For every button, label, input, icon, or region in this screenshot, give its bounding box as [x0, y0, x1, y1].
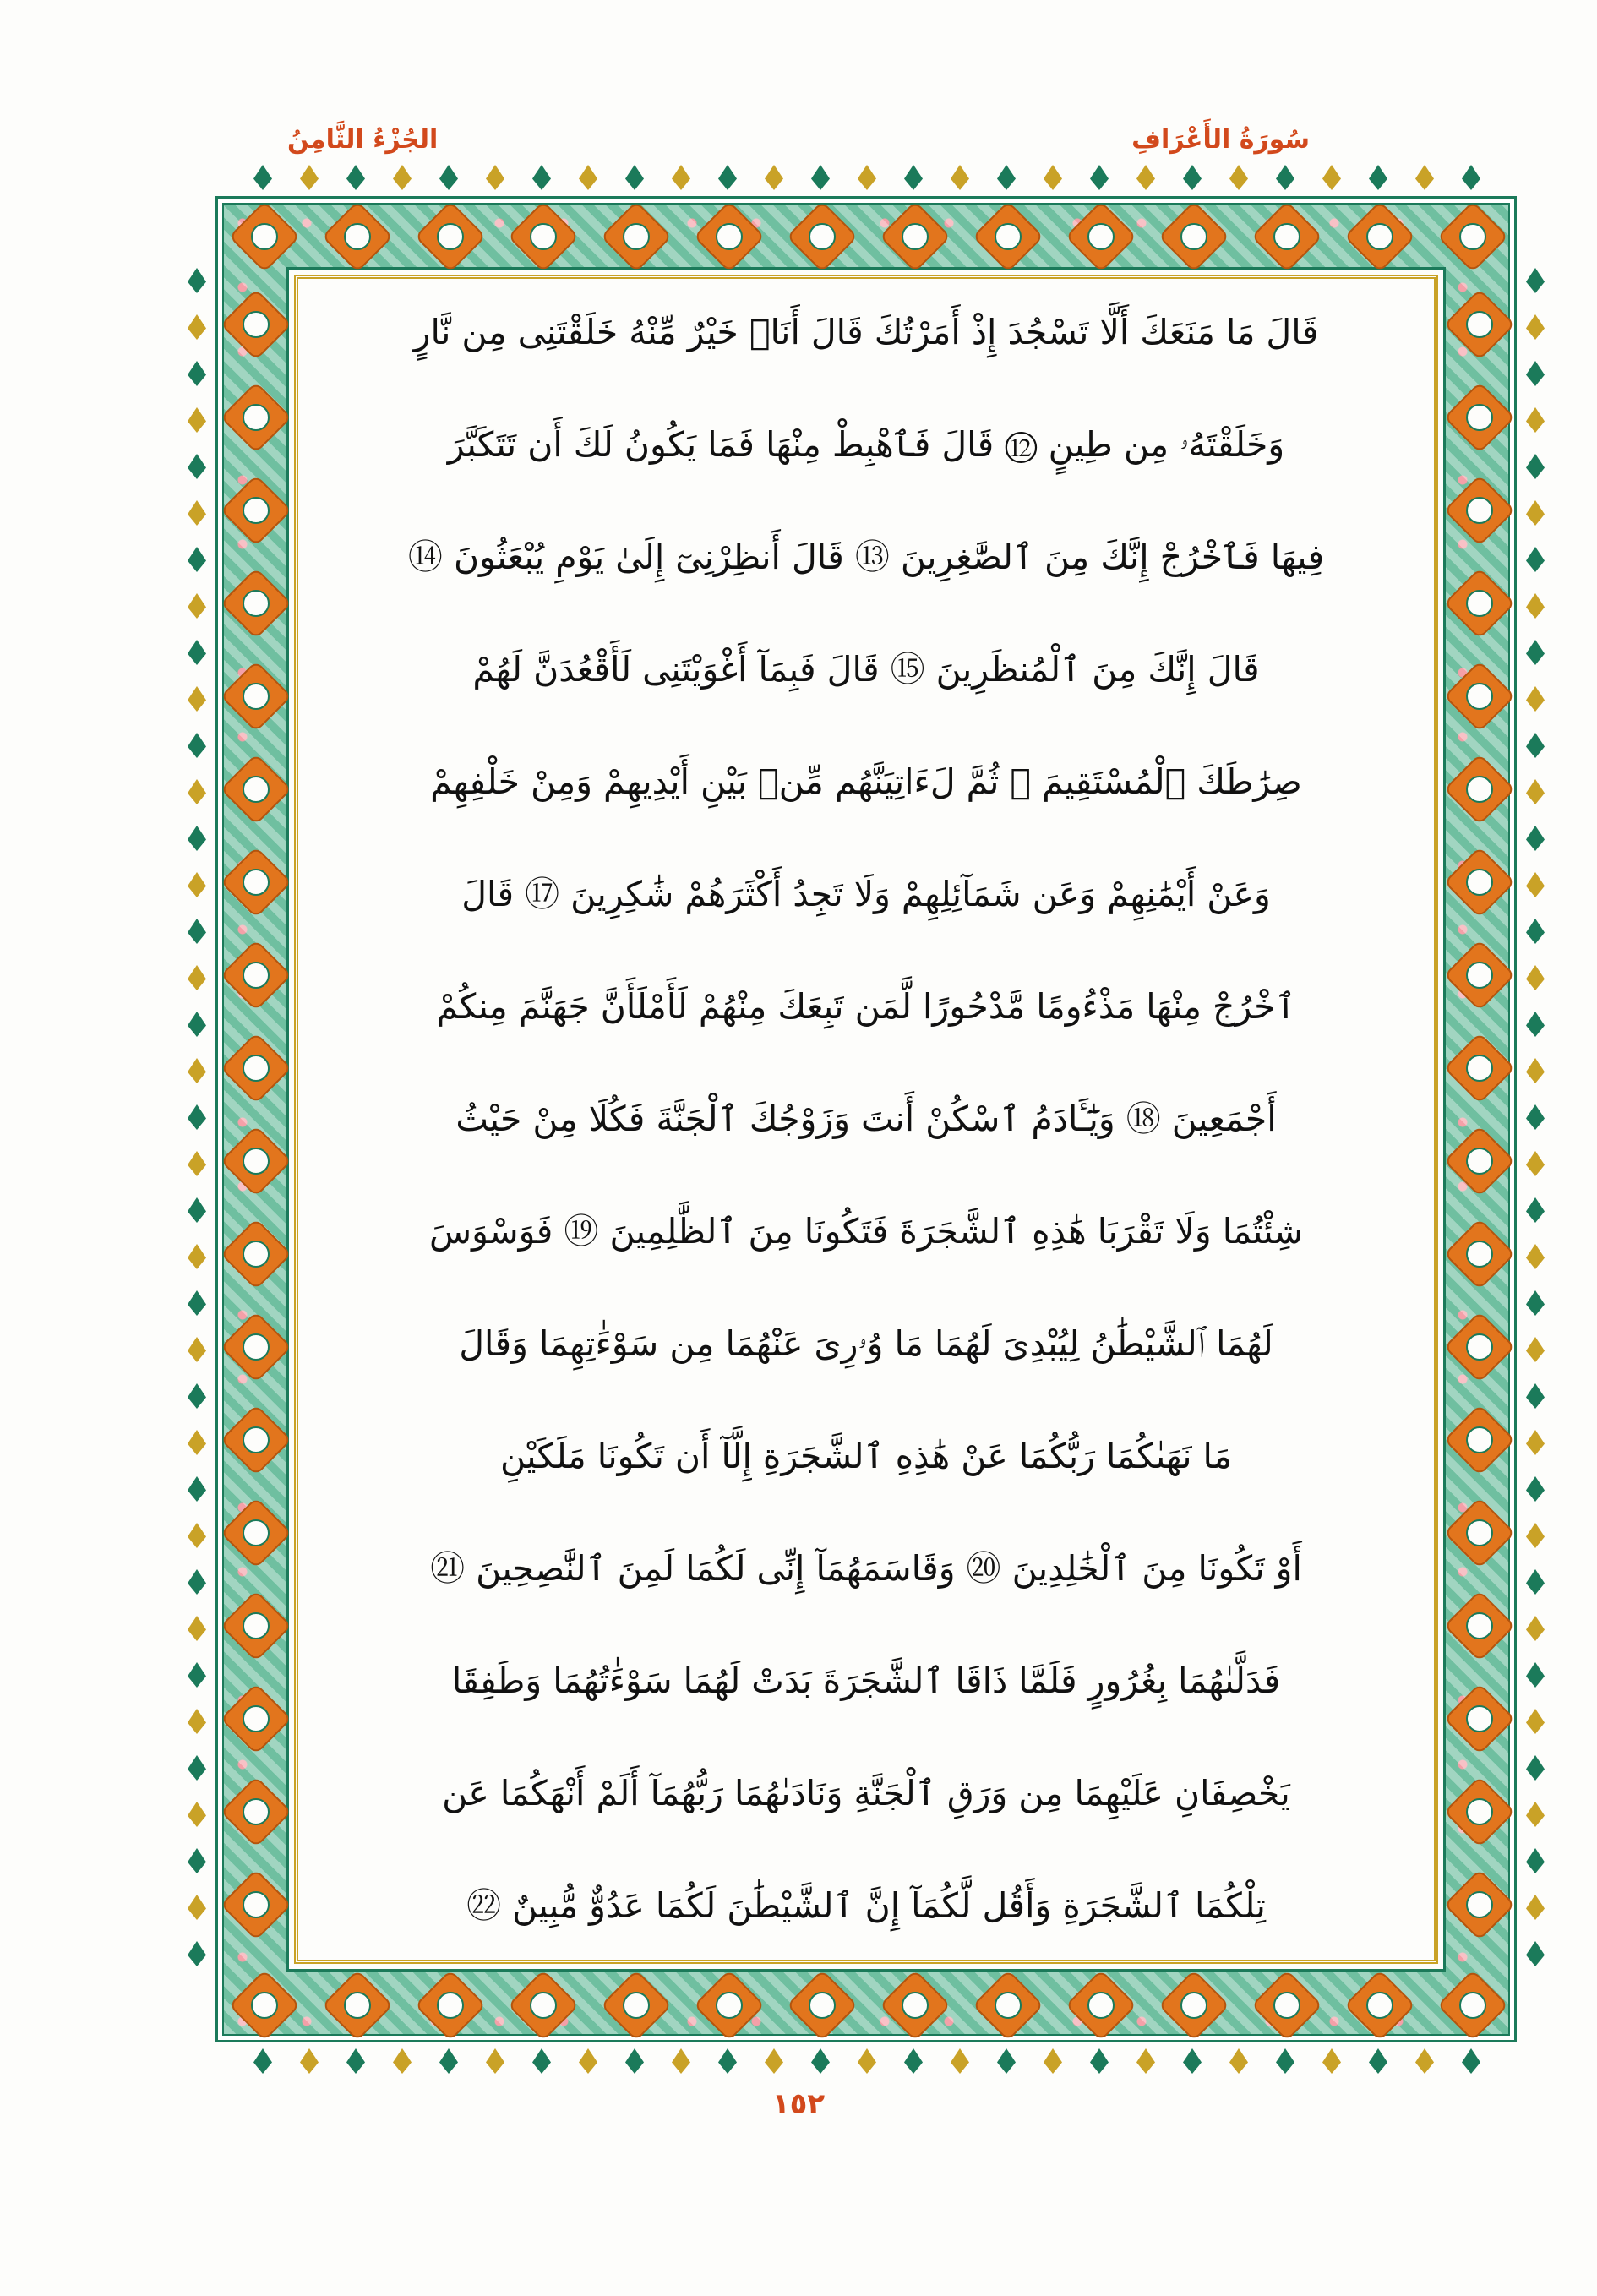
frame-finial-right — [1526, 965, 1545, 990]
frame-finial-right — [1526, 733, 1545, 758]
frame-finial-right — [1526, 1337, 1545, 1362]
quran-line: شِئْتُمَا وَلَا تَقْرَبَا هَٰذِهِ ٱلشَّجَرَةَ فَتَكُونَا مِنَ ٱلظَّٰلِمِينَ ⑲ فَوَسْوَسَ — [429, 1210, 1303, 1252]
frame-finial-left — [188, 593, 206, 619]
frame-finial-right — [1526, 1058, 1545, 1083]
frame-finial-left — [188, 1523, 206, 1548]
frame-finial-right — [1526, 1848, 1545, 1873]
frame-finial-right — [1526, 547, 1545, 572]
frame-finial-bottom — [672, 2048, 690, 2074]
frame-finial-bottom — [765, 2048, 783, 2074]
frame-finial-right — [1526, 1709, 1545, 1734]
frame-finial-left — [188, 500, 206, 526]
frame-finial-right — [1526, 1244, 1545, 1269]
quran-line: أَجْمَعِينَ ⑱ وَيَٰٓـَٔادَمُ ٱسْكُنْ أَنتَ وَزَوْجُكَ ٱلْجَنَّةَ فَكُلَا مِنْ حَيْثُ — [455, 1098, 1277, 1139]
frame-finial-left — [188, 314, 206, 340]
frame-finial-left — [188, 733, 206, 758]
quran-line: قَالَ مَا مَنَعَكَ أَلَّا تَسْجُدَ إِذْ أَمَرْتُكَ قَالَ أَنَا۠ خَيْرٌ مِّنْهُ خَلَقْتَنِى مِن نَّارٍ — [413, 312, 1319, 352]
frame-finial-bottom — [951, 2048, 969, 2074]
frame-finial-bottom — [1136, 2048, 1155, 2074]
frame-finial-right — [1526, 407, 1545, 433]
frame-finial-right — [1526, 1290, 1545, 1316]
frame-finial-bottom — [997, 2048, 1016, 2074]
quran-line: فَدَلَّىٰهُمَا بِغُرُورٍ فَلَمَّا ذَاقَا ٱلشَّجَرَةَ بَدَتْ لَهُمَا سَوْءَٰتُهُمَا وَطَفِقَا — [451, 1660, 1281, 1701]
frame-finial-bottom — [1276, 2048, 1294, 2074]
page-number: ١٥٢ — [771, 2087, 826, 2121]
frame-finial-left — [188, 1337, 206, 1362]
frame-finial-right — [1526, 1523, 1545, 1548]
frame-finial-left — [188, 454, 206, 479]
page-header — [0, 110, 1597, 169]
frame-finial-bottom — [904, 2048, 923, 2074]
frame-finial-right — [1526, 1662, 1545, 1688]
frame-finial-bottom — [811, 2048, 830, 2074]
frame-finial-left — [188, 1383, 206, 1409]
frame-finial-left — [188, 1941, 206, 1966]
quran-line: يَخْصِفَانِ عَلَيْهِمَا مِن وَرَقِ ٱلْجَنَّةِ وَنَادَىٰهُمَا رَبُّهُمَآ أَلَمْ أَنْهَكُمَا عَن — [442, 1772, 1290, 1813]
frame-finial-left — [188, 686, 206, 712]
frame-finial-left — [188, 1755, 206, 1781]
frame-finial-right — [1526, 779, 1545, 804]
juz-label: الجُزْءُ الثَّامِنُ — [287, 124, 439, 155]
frame-finial-left — [188, 826, 206, 851]
frame-finial-bottom — [532, 2048, 551, 2074]
frame-finial-left — [188, 1012, 206, 1037]
frame-finial-left — [188, 1104, 206, 1130]
quran-text-block — [317, 296, 1415, 1943]
frame-finial-left — [188, 1662, 206, 1688]
frame-finial-left — [188, 640, 206, 665]
frame-finial-bottom — [253, 2048, 272, 2074]
frame-finial-bottom — [1044, 2048, 1062, 2074]
quran-line: مَا نَهَىٰكُمَا رَبُّكُمَا عَنْ هَٰذِهِ ٱلشَّجَرَةِ إِلَّآ أَن تَكُونَا مَلَكَيْنِ — [499, 1435, 1233, 1476]
frame-finial-left — [188, 1290, 206, 1316]
frame-finial-right — [1526, 919, 1545, 944]
quran-line: ٱخْرُجْ مِنْهَا مَذْءُومًا مَّدْحُورًا لَّمَن تَبِعَكَ مِنْهُمْ لَأَمْلَأَنَّ جَهَنَّمَ مِنكُمْ — [436, 985, 1296, 1027]
frame-finial-left — [188, 1476, 206, 1502]
frame-finial-bottom — [858, 2048, 876, 2074]
frame-finial-bottom — [1462, 2048, 1480, 2074]
frame-finial-right — [1526, 1569, 1545, 1595]
frame-finial-left — [188, 547, 206, 572]
frame-finial-bottom — [579, 2048, 597, 2074]
frame-finial-right — [1526, 640, 1545, 665]
frame-finial-bottom — [393, 2048, 412, 2074]
frame-finial-bottom — [718, 2048, 737, 2074]
frame-finial-left — [188, 1895, 206, 1920]
frame-finial-left — [188, 1569, 206, 1595]
frame-finial-bottom — [625, 2048, 644, 2074]
frame-finial-right — [1526, 593, 1545, 619]
frame-finial-left — [188, 965, 206, 990]
frame-finial-right — [1526, 500, 1545, 526]
frame-finial-right — [1526, 1616, 1545, 1641]
quran-line: وَعَنْ أَيْمَٰنِهِمْ وَعَن شَمَآئِلِهِمْ وَلَا تَجِدُ أَكْثَرَهُمْ شَٰكِرِينَ ⑰ قَالَ — [461, 873, 1271, 914]
quran-line: أَوْ تَكُونَا مِنَ ٱلْخَٰلِدِينَ ⑳ وَقَاسَمَهُمَآ إِنِّى لَكُمَا لَمِنَ ٱلنَّٰصِحِينَ ㉑ — [430, 1547, 1302, 1589]
frame-finial-bottom — [346, 2048, 365, 2074]
frame-finial-left — [188, 1430, 206, 1455]
frame-finial-left — [188, 407, 206, 433]
frame-finial-right — [1526, 826, 1545, 851]
frame-finial-right — [1526, 1104, 1545, 1130]
quran-line: وَخَلَقْتَهُۥ مِن طِينٍ ⑫ قَالَ فَٱهْبِطْ مِنْهَا فَمَا يَكُونُ لَكَ أَن تَتَكَبَّرَ — [447, 423, 1285, 465]
frame-finial-left — [188, 1244, 206, 1269]
frame-finial-right — [1526, 268, 1545, 293]
frame-finial-left — [188, 779, 206, 804]
frame-finial-left — [188, 1709, 206, 1734]
frame-finial-bottom — [486, 2048, 504, 2074]
frame-finial-left — [188, 919, 206, 944]
frame-finial-right — [1526, 1895, 1545, 1920]
frame-finial-left — [188, 1151, 206, 1176]
frame-finial-right — [1526, 314, 1545, 340]
frame-finial-right — [1526, 1802, 1545, 1827]
frame-finial-right — [1526, 1012, 1545, 1037]
frame-finial-bottom — [300, 2048, 319, 2074]
frame-finial-bottom — [1090, 2048, 1109, 2074]
quran-line: صِرَٰطَكَ ٱلْمُسْتَقِيمَ ⑯ ثُمَّ لَءَاتِيَنَّهُم مِّنۢ بَيْنِ أَيْدِيهِمْ وَمِنْ خَلْفِهِمْ — [430, 761, 1302, 802]
frame-finial-bottom — [1322, 2048, 1341, 2074]
frame-finial-right — [1526, 1755, 1545, 1781]
frame-finial-right — [1526, 1151, 1545, 1176]
frame-finial-right — [1526, 361, 1545, 386]
frame-finial-right — [1526, 1197, 1545, 1223]
frame-finial-right — [1526, 872, 1545, 897]
surah-label: سُورَةُ الأَعْرَافِ — [1131, 124, 1310, 155]
frame-finial-left — [188, 1058, 206, 1083]
frame-finial-right — [1526, 686, 1545, 712]
frame-finial-right — [1526, 1941, 1545, 1966]
frame-finial-left — [188, 1197, 206, 1223]
frame-finial-right — [1526, 1476, 1545, 1502]
frame-finial-left — [188, 268, 206, 293]
frame-finial-left — [188, 872, 206, 897]
frame-finial-left — [188, 1848, 206, 1873]
quran-line: قَالَ إِنَّكَ مِنَ ٱلْمُنظَرِينَ ⑮ قَالَ فَبِمَآ أَغْوَيْتَنِى لَأَقْعُدَنَّ لَهُمْ — [472, 648, 1260, 690]
frame-finial-bottom — [439, 2048, 458, 2074]
frame-finial-bottom — [1415, 2048, 1434, 2074]
frame-finial-bottom — [1369, 2048, 1387, 2074]
decorative-frame — [215, 196, 1517, 2042]
quran-line: لَهُمَا ٱلشَّيْطَٰنُ لِيُبْدِىَ لَهُمَا مَا وُۥرِىَ عَنْهُمَا مِن سَوْءَٰتِهِمَا وَقَالَ — [459, 1323, 1273, 1364]
frame-finial-right — [1526, 1430, 1545, 1455]
quran-line: فِيهَا فَٱخْرُجْ إِنَّكَ مِنَ ٱلصَّٰغِرِينَ ⑬ قَالَ أَنظِرْنِىٓ إِلَىٰ يَوْمِ يُبْعَثُونَ ⑭ — [407, 536, 1325, 577]
frame-finial-left — [188, 1616, 206, 1641]
frame-finial-left — [188, 1802, 206, 1827]
frame-finial-left — [188, 361, 206, 386]
frame-finial-right — [1526, 454, 1545, 479]
quran-line: تِلْكُمَا ٱلشَّجَرَةِ وَأَقُل لَّكُمَآ إِنَّ ٱلشَّيْطَٰنَ لَكُمَا عَدُوٌّ مُّبِينٌ ㉒ — [466, 1884, 1266, 1926]
frame-finial-bottom — [1229, 2048, 1248, 2074]
frame-finial-right — [1526, 1383, 1545, 1409]
frame-finial-bottom — [1183, 2048, 1202, 2074]
